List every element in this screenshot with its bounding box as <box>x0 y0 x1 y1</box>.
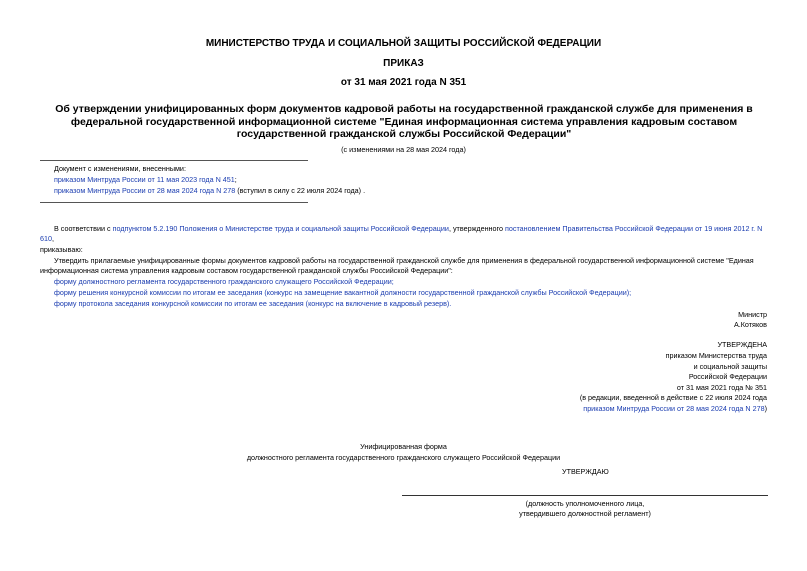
signature-caption-1: (должность уполномоченного лица, <box>525 499 645 508</box>
approved-amendment-link[interactable]: приказом Минтруда России от 28 мая 2024 года N 278 <box>583 404 765 413</box>
government-decree-link[interactable]: постановлением Правительства Российской Федерации от 19 июня 2012 г. N 610 <box>40 224 763 244</box>
changes-label: Документ с изменениями, внесенными: <box>54 164 186 173</box>
changes-line-1 <box>54 175 237 185</box>
order-word: приказываю: <box>40 245 83 254</box>
signature-caption-2: утвердившего должностной регламент) <box>519 509 651 518</box>
approved-line-5: (в редакции, введенной в действие с 22 июля 2024 года <box>579 393 767 402</box>
approved-line-2: и социальной защиты <box>693 362 767 371</box>
approved-line-4: от 31 мая 2021 года № 351 <box>676 383 767 392</box>
form-link-job-regulation[interactable]: форму должностного регламента государственного гражданского служащего Российской Федерации; <box>54 277 394 286</box>
preamble-text-b: , утвержденного <box>448 224 505 233</box>
changes-line-2 <box>54 186 365 196</box>
approved-line-1: приказом Министерства труда <box>665 351 767 360</box>
signature-name: А.Котяков <box>733 320 767 329</box>
change-link-451-tail: ; <box>234 175 237 184</box>
approved-amendment-tail: ) <box>764 404 767 413</box>
approved-line-6 <box>583 404 767 414</box>
separator-bottom <box>40 202 308 203</box>
ministry-heading: МИНИСТЕРСТВО ТРУДА И СОЦИАЛЬНОЙ ЗАЩИТЫ РОССИЙСКОЙ ФЕДЕРАЦИИ <box>205 38 602 49</box>
approve-label: УТВЕРЖДАЮ <box>562 467 609 476</box>
change-link-451[interactable]: приказом Минтруда России от 11 мая 2023 года N 451 <box>54 175 235 184</box>
approved-line-3: Российской Федерации <box>688 372 767 381</box>
approve-paragraph: Утвердить прилагаемые унифицированные формы документов кадровой работы на государственной гражданской службе для применения в федеральной государственной информационной системе "Единая информационная система управления кадровым составом государственной гражданской службы Российской Федерации": <box>40 256 754 276</box>
doc-title: Об утверждении унифицированных форм документов кадровой работы на государственной гражданской службе для применения в федеральной государственной информационной системе "Единая информационная система управления кадровым составом государственной гражданской службы Российской Федерации" <box>55 103 753 140</box>
form-title-2: должностного регламента государственного гражданского служащего Российской Федерации <box>246 453 561 462</box>
change-link-278[interactable]: приказом Минтруда России от 28 мая 2024 года N 278 <box>54 186 236 195</box>
doc-date-number: от 31 мая 2021 года N 351 <box>340 77 467 88</box>
preamble-paragraph <box>40 224 770 244</box>
revision-note: (с изменениями на 28 мая 2024 года) <box>341 145 466 154</box>
separator-top <box>40 160 308 161</box>
form-link-reserve-protocol[interactable]: форму протокола заседания конкурсной комиссии по итогам ее заседания (конкурс на включение в кадровый резерв). <box>54 299 452 308</box>
signature-position: Министр <box>738 310 767 319</box>
form-link-competition-decision[interactable]: форму решения конкурсной комиссии по итогам ее заседания (конкурс на замещение вакантной должности государственной гражданской службы Российской Федерации); <box>54 288 632 297</box>
preamble-text-c: , <box>52 234 54 244</box>
form-title-1: Унифицированная форма <box>360 442 447 451</box>
doc-type: ПРИКАЗ <box>383 58 424 69</box>
approved-heading: УТВЕРЖДЕНА <box>717 340 767 349</box>
regulation-link[interactable]: подпунктом 5.2.190 Положения о Министерстве труда и социальной защиты Российской Федерации <box>112 224 449 233</box>
signature-line <box>402 495 768 496</box>
preamble-text-a: В соответствии с <box>54 224 113 233</box>
change-link-278-tail: (вступил в силу с 22 июля 2024 года) . <box>235 186 366 195</box>
